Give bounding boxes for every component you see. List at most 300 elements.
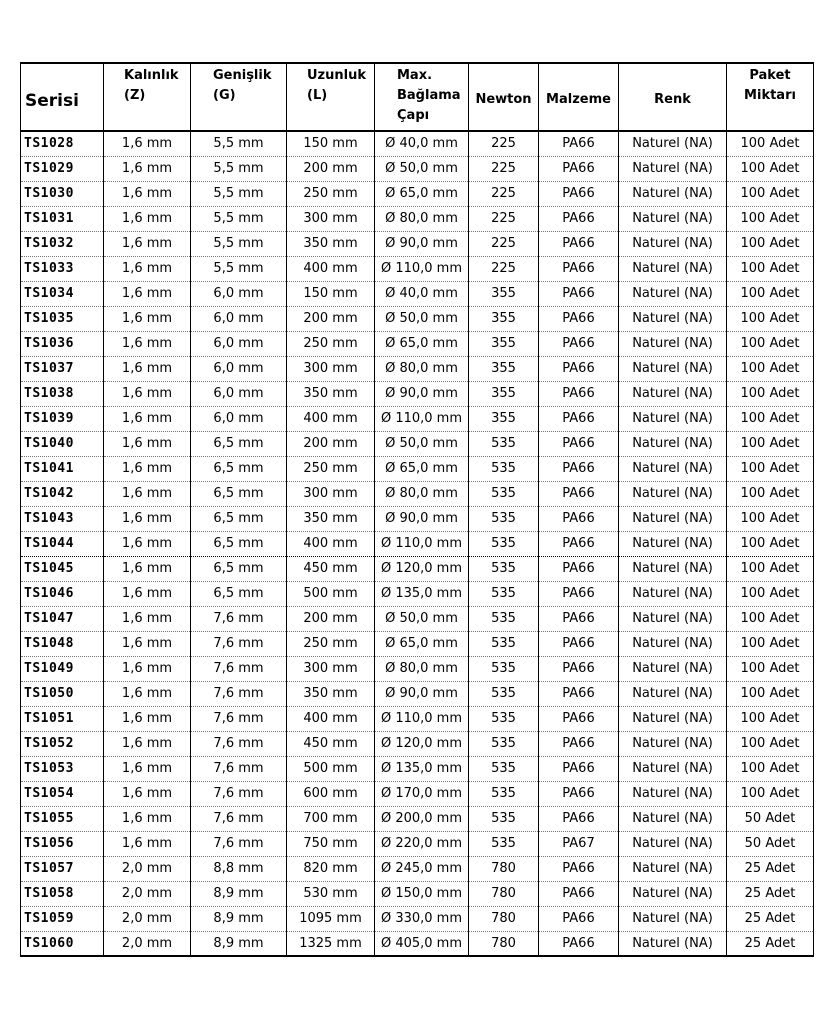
cell-kalinlik: 2,0 mm <box>104 881 191 906</box>
cell-newton: 535 <box>469 731 539 756</box>
cell-newton: 535 <box>469 431 539 456</box>
cell-newton: 535 <box>469 656 539 681</box>
table-row <box>21 806 814 831</box>
cell-baglama-capi: Ø 80,0 mm <box>375 656 469 681</box>
cell-kalinlik: 1,6 mm <box>104 706 191 731</box>
table-row <box>21 131 814 156</box>
cell-serisi: TS1053 <box>21 756 104 781</box>
cell-renk: Naturel (NA) <box>619 581 727 606</box>
header-genislik-line1: Genişlik <box>213 68 272 83</box>
cell-malzeme: PA66 <box>539 606 619 631</box>
table-row <box>21 531 814 556</box>
cell-renk: Naturel (NA) <box>619 231 727 256</box>
cell-uzunluk: 200 mm <box>287 606 375 631</box>
cell-newton: 225 <box>469 231 539 256</box>
cell-baglama-capi: Ø 80,0 mm <box>375 356 469 381</box>
cell-renk: Naturel (NA) <box>619 531 727 556</box>
cell-malzeme: PA66 <box>539 681 619 706</box>
cell-renk: Naturel (NA) <box>619 756 727 781</box>
cell-newton: 535 <box>469 681 539 706</box>
cell-uzunluk: 300 mm <box>287 481 375 506</box>
cell-kalinlik: 1,6 mm <box>104 231 191 256</box>
cell-serisi: TS1048 <box>21 631 104 656</box>
table-row <box>21 431 814 456</box>
cell-malzeme: PA66 <box>539 281 619 306</box>
cell-genislik: 7,6 mm <box>191 756 287 781</box>
cell-serisi: TS1058 <box>21 881 104 906</box>
cell-baglama-capi: Ø 80,0 mm <box>375 481 469 506</box>
cell-genislik: 8,8 mm <box>191 856 287 881</box>
cell-newton: 780 <box>469 881 539 906</box>
cell-kalinlik: 1,6 mm <box>104 156 191 181</box>
cell-newton: 535 <box>469 631 539 656</box>
cell-paket-miktari: 100 Adet <box>727 656 814 681</box>
table-row <box>21 306 814 331</box>
cell-genislik: 7,6 mm <box>191 781 287 806</box>
cell-paket-miktari: 100 Adet <box>727 431 814 456</box>
cell-newton: 535 <box>469 581 539 606</box>
table-row <box>21 656 814 681</box>
cell-malzeme: PA66 <box>539 356 619 381</box>
cell-kalinlik: 1,6 mm <box>104 506 191 531</box>
cell-newton: 535 <box>469 456 539 481</box>
header-malzeme: Malzeme <box>539 63 619 131</box>
cell-newton: 535 <box>469 506 539 531</box>
cell-renk: Naturel (NA) <box>619 931 727 956</box>
cell-malzeme: PA66 <box>539 556 619 581</box>
table-row <box>21 731 814 756</box>
cell-malzeme: PA66 <box>539 331 619 356</box>
cell-serisi: TS1049 <box>21 656 104 681</box>
cell-uzunluk: 150 mm <box>287 281 375 306</box>
cell-genislik: 7,6 mm <box>191 831 287 856</box>
cell-kalinlik: 2,0 mm <box>104 931 191 956</box>
cell-baglama-capi: Ø 50,0 mm <box>375 156 469 181</box>
cell-baglama-capi: Ø 245,0 mm <box>375 856 469 881</box>
cell-genislik: 6,5 mm <box>191 431 287 456</box>
cell-renk: Naturel (NA) <box>619 831 727 856</box>
cell-kalinlik: 1,6 mm <box>104 656 191 681</box>
cell-newton: 355 <box>469 381 539 406</box>
cell-genislik: 6,0 mm <box>191 381 287 406</box>
header-baglama-line1: Max. <box>397 68 433 83</box>
cell-kalinlik: 1,6 mm <box>104 131 191 156</box>
cell-renk: Naturel (NA) <box>619 406 727 431</box>
table-row <box>21 181 814 206</box>
cell-newton: 225 <box>469 156 539 181</box>
cell-paket-miktari: 100 Adet <box>727 756 814 781</box>
cell-malzeme: PA66 <box>539 481 619 506</box>
cell-uzunluk: 750 mm <box>287 831 375 856</box>
cell-malzeme: PA66 <box>539 381 619 406</box>
cell-renk: Naturel (NA) <box>619 881 727 906</box>
cell-paket-miktari: 100 Adet <box>727 681 814 706</box>
header-serisi: Serisi <box>21 63 104 131</box>
cell-paket-miktari: 25 Adet <box>727 906 814 931</box>
cell-paket-miktari: 100 Adet <box>727 456 814 481</box>
cell-kalinlik: 1,6 mm <box>104 431 191 456</box>
cell-renk: Naturel (NA) <box>619 906 727 931</box>
cell-newton: 225 <box>469 206 539 231</box>
cell-uzunluk: 400 mm <box>287 531 375 556</box>
table-row <box>21 831 814 856</box>
cell-serisi: TS1051 <box>21 706 104 731</box>
cell-renk: Naturel (NA) <box>619 306 727 331</box>
table-row <box>21 631 814 656</box>
cell-uzunluk: 350 mm <box>287 231 375 256</box>
header-paket-line1: Paket <box>749 68 791 83</box>
cell-baglama-capi: Ø 110,0 mm <box>375 706 469 731</box>
header-genislik-line2: (G) <box>213 88 236 103</box>
cell-kalinlik: 1,6 mm <box>104 306 191 331</box>
cell-renk: Naturel (NA) <box>619 681 727 706</box>
cell-malzeme: PA66 <box>539 131 619 156</box>
cell-paket-miktari: 25 Adet <box>727 931 814 956</box>
cell-paket-miktari: 100 Adet <box>727 156 814 181</box>
cell-renk: Naturel (NA) <box>619 381 727 406</box>
cell-paket-miktari: 50 Adet <box>727 831 814 856</box>
cell-newton: 355 <box>469 331 539 356</box>
table-row <box>21 256 814 281</box>
cell-newton: 535 <box>469 781 539 806</box>
cell-baglama-capi: Ø 50,0 mm <box>375 606 469 631</box>
cell-kalinlik: 1,6 mm <box>104 606 191 631</box>
table-row <box>21 156 814 181</box>
cell-uzunluk: 400 mm <box>287 256 375 281</box>
cell-paket-miktari: 100 Adet <box>727 356 814 381</box>
cell-newton: 535 <box>469 556 539 581</box>
cell-uzunluk: 820 mm <box>287 856 375 881</box>
cell-genislik: 7,6 mm <box>191 656 287 681</box>
cell-kalinlik: 1,6 mm <box>104 331 191 356</box>
cell-malzeme: PA66 <box>539 756 619 781</box>
cell-newton: 535 <box>469 531 539 556</box>
cell-newton: 780 <box>469 906 539 931</box>
cell-kalinlik: 1,6 mm <box>104 256 191 281</box>
cell-serisi: TS1040 <box>21 431 104 456</box>
cell-genislik: 6,0 mm <box>191 356 287 381</box>
cell-kalinlik: 1,6 mm <box>104 281 191 306</box>
product-table <box>20 62 814 957</box>
header-row <box>21 63 814 131</box>
cell-paket-miktari: 25 Adet <box>727 856 814 881</box>
cell-kalinlik: 2,0 mm <box>104 856 191 881</box>
cell-baglama-capi: Ø 90,0 mm <box>375 381 469 406</box>
cell-genislik: 6,5 mm <box>191 506 287 531</box>
cell-serisi: TS1057 <box>21 856 104 881</box>
cell-serisi: TS1034 <box>21 281 104 306</box>
cell-newton: 355 <box>469 306 539 331</box>
cell-renk: Naturel (NA) <box>619 506 727 531</box>
cell-paket-miktari: 100 Adet <box>727 281 814 306</box>
table-row <box>21 756 814 781</box>
cell-uzunluk: 300 mm <box>287 656 375 681</box>
cell-genislik: 5,5 mm <box>191 156 287 181</box>
table-body <box>21 131 814 956</box>
table-row <box>21 581 814 606</box>
cell-genislik: 7,6 mm <box>191 706 287 731</box>
cell-serisi: TS1032 <box>21 231 104 256</box>
cell-malzeme: PA66 <box>539 181 619 206</box>
cell-genislik: 5,5 mm <box>191 256 287 281</box>
cell-baglama-capi: Ø 65,0 mm <box>375 456 469 481</box>
cell-uzunluk: 250 mm <box>287 331 375 356</box>
cell-malzeme: PA66 <box>539 656 619 681</box>
cell-uzunluk: 500 mm <box>287 581 375 606</box>
cell-renk: Naturel (NA) <box>619 206 727 231</box>
cell-renk: Naturel (NA) <box>619 356 727 381</box>
cell-paket-miktari: 50 Adet <box>727 806 814 831</box>
cell-renk: Naturel (NA) <box>619 481 727 506</box>
cell-baglama-capi: Ø 150,0 mm <box>375 881 469 906</box>
cell-genislik: 7,6 mm <box>191 631 287 656</box>
cell-genislik: 6,5 mm <box>191 456 287 481</box>
cell-kalinlik: 1,6 mm <box>104 831 191 856</box>
cell-baglama-capi: Ø 170,0 mm <box>375 781 469 806</box>
table-row <box>21 481 814 506</box>
cell-uzunluk: 1095 mm <box>287 906 375 931</box>
cell-serisi: TS1047 <box>21 606 104 631</box>
cell-serisi: TS1038 <box>21 381 104 406</box>
cell-uzunluk: 350 mm <box>287 381 375 406</box>
cell-malzeme: PA66 <box>539 231 619 256</box>
cell-serisi: TS1052 <box>21 731 104 756</box>
cell-uzunluk: 450 mm <box>287 556 375 581</box>
cell-genislik: 7,6 mm <box>191 806 287 831</box>
cell-genislik: 6,0 mm <box>191 281 287 306</box>
cell-serisi: TS1033 <box>21 256 104 281</box>
header-kalinlik <box>104 63 191 131</box>
cell-uzunluk: 200 mm <box>287 156 375 181</box>
cell-paket-miktari: 100 Adet <box>727 531 814 556</box>
cell-malzeme: PA66 <box>539 706 619 731</box>
table-row <box>21 681 814 706</box>
cell-paket-miktari: 100 Adet <box>727 306 814 331</box>
cell-paket-miktari: 100 Adet <box>727 731 814 756</box>
cell-renk: Naturel (NA) <box>619 606 727 631</box>
cell-renk: Naturel (NA) <box>619 181 727 206</box>
cell-paket-miktari: 100 Adet <box>727 556 814 581</box>
cell-paket-miktari: 100 Adet <box>727 781 814 806</box>
cell-malzeme: PA66 <box>539 431 619 456</box>
table-row <box>21 906 814 931</box>
cell-genislik: 6,0 mm <box>191 406 287 431</box>
cell-paket-miktari: 25 Adet <box>727 881 814 906</box>
cell-newton: 225 <box>469 131 539 156</box>
cell-newton: 535 <box>469 756 539 781</box>
cell-renk: Naturel (NA) <box>619 781 727 806</box>
cell-malzeme: PA66 <box>539 456 619 481</box>
cell-paket-miktari: 100 Adet <box>727 381 814 406</box>
cell-renk: Naturel (NA) <box>619 456 727 481</box>
cell-kalinlik: 1,6 mm <box>104 731 191 756</box>
cell-baglama-capi: Ø 90,0 mm <box>375 681 469 706</box>
table-row <box>21 331 814 356</box>
cell-malzeme: PA66 <box>539 731 619 756</box>
table-row <box>21 406 814 431</box>
cell-uzunluk: 300 mm <box>287 356 375 381</box>
header-uzunluk-line1: Uzunluk <box>307 68 366 83</box>
cell-kalinlik: 2,0 mm <box>104 906 191 931</box>
cell-baglama-capi: Ø 90,0 mm <box>375 231 469 256</box>
cell-newton: 535 <box>469 806 539 831</box>
cell-baglama-capi: Ø 90,0 mm <box>375 506 469 531</box>
cell-malzeme: PA66 <box>539 931 619 956</box>
cell-malzeme: PA66 <box>539 531 619 556</box>
cell-kalinlik: 1,6 mm <box>104 531 191 556</box>
cell-malzeme: PA66 <box>539 206 619 231</box>
cell-baglama-capi: Ø 135,0 mm <box>375 581 469 606</box>
cell-newton: 225 <box>469 181 539 206</box>
cell-renk: Naturel (NA) <box>619 256 727 281</box>
cell-paket-miktari: 100 Adet <box>727 581 814 606</box>
cell-serisi: TS1035 <box>21 306 104 331</box>
cell-genislik: 7,6 mm <box>191 606 287 631</box>
cell-uzunluk: 600 mm <box>287 781 375 806</box>
cell-malzeme: PA66 <box>539 506 619 531</box>
cell-serisi: TS1050 <box>21 681 104 706</box>
header-baglama-line3: Çapı <box>397 108 430 123</box>
cell-malzeme: PA66 <box>539 881 619 906</box>
cell-genislik: 7,6 mm <box>191 731 287 756</box>
table-row <box>21 781 814 806</box>
cell-renk: Naturel (NA) <box>619 806 727 831</box>
cell-uzunluk: 250 mm <box>287 181 375 206</box>
cell-genislik: 5,5 mm <box>191 181 287 206</box>
cell-renk: Naturel (NA) <box>619 656 727 681</box>
cell-kalinlik: 1,6 mm <box>104 381 191 406</box>
cell-genislik: 5,5 mm <box>191 231 287 256</box>
cell-serisi: TS1036 <box>21 331 104 356</box>
table-row <box>21 506 814 531</box>
table-row <box>21 356 814 381</box>
cell-serisi: TS1059 <box>21 906 104 931</box>
cell-uzunluk: 1325 mm <box>287 931 375 956</box>
cell-uzunluk: 500 mm <box>287 756 375 781</box>
cell-uzunluk: 400 mm <box>287 706 375 731</box>
cell-serisi: TS1056 <box>21 831 104 856</box>
cell-kalinlik: 1,6 mm <box>104 481 191 506</box>
header-newton: Newton <box>469 63 539 131</box>
cell-paket-miktari: 100 Adet <box>727 606 814 631</box>
cell-uzunluk: 200 mm <box>287 431 375 456</box>
cell-baglama-capi: Ø 135,0 mm <box>375 756 469 781</box>
cell-baglama-capi: Ø 65,0 mm <box>375 181 469 206</box>
cell-renk: Naturel (NA) <box>619 706 727 731</box>
table-row <box>21 606 814 631</box>
cell-kalinlik: 1,6 mm <box>104 806 191 831</box>
cell-paket-miktari: 100 Adet <box>727 181 814 206</box>
cell-serisi: TS1037 <box>21 356 104 381</box>
cell-baglama-capi: Ø 330,0 mm <box>375 906 469 931</box>
cell-newton: 535 <box>469 706 539 731</box>
cell-renk: Naturel (NA) <box>619 156 727 181</box>
cell-malzeme: PA67 <box>539 831 619 856</box>
cell-malzeme: PA66 <box>539 256 619 281</box>
cell-malzeme: PA66 <box>539 631 619 656</box>
table-row <box>21 231 814 256</box>
cell-genislik: 5,5 mm <box>191 131 287 156</box>
cell-newton: 535 <box>469 831 539 856</box>
cell-kalinlik: 1,6 mm <box>104 756 191 781</box>
cell-malzeme: PA66 <box>539 406 619 431</box>
cell-baglama-capi: Ø 200,0 mm <box>375 806 469 831</box>
table-row <box>21 931 814 956</box>
header-renk: Renk <box>619 63 727 131</box>
cell-malzeme: PA66 <box>539 306 619 331</box>
table-row <box>21 206 814 231</box>
cell-paket-miktari: 100 Adet <box>727 231 814 256</box>
header-uzunluk-line2: (L) <box>307 88 328 103</box>
cell-paket-miktari: 100 Adet <box>727 406 814 431</box>
cell-uzunluk: 700 mm <box>287 806 375 831</box>
cell-genislik: 6,5 mm <box>191 556 287 581</box>
cell-genislik: 6,0 mm <box>191 306 287 331</box>
cell-paket-miktari: 100 Adet <box>727 706 814 731</box>
header-kalinlik-line1: Kalınlık <box>124 68 179 83</box>
cell-serisi: TS1043 <box>21 506 104 531</box>
cell-uzunluk: 300 mm <box>287 206 375 231</box>
cell-renk: Naturel (NA) <box>619 431 727 456</box>
cell-baglama-capi: Ø 40,0 mm <box>375 281 469 306</box>
cell-baglama-capi: Ø 110,0 mm <box>375 406 469 431</box>
cell-kalinlik: 1,6 mm <box>104 781 191 806</box>
cell-genislik: 5,5 mm <box>191 206 287 231</box>
cell-serisi: TS1044 <box>21 531 104 556</box>
cell-baglama-capi: Ø 120,0 mm <box>375 731 469 756</box>
cell-kalinlik: 1,6 mm <box>104 681 191 706</box>
table-row <box>21 706 814 731</box>
table-row <box>21 281 814 306</box>
cell-genislik: 7,6 mm <box>191 681 287 706</box>
cell-uzunluk: 400 mm <box>287 406 375 431</box>
cell-uzunluk: 350 mm <box>287 506 375 531</box>
cell-malzeme: PA66 <box>539 781 619 806</box>
cell-paket-miktari: 100 Adet <box>727 256 814 281</box>
cell-uzunluk: 250 mm <box>287 456 375 481</box>
cell-kalinlik: 1,6 mm <box>104 206 191 231</box>
cell-uzunluk: 200 mm <box>287 306 375 331</box>
cell-kalinlik: 1,6 mm <box>104 631 191 656</box>
cell-kalinlik: 1,6 mm <box>104 406 191 431</box>
cell-renk: Naturel (NA) <box>619 731 727 756</box>
cell-paket-miktari: 100 Adet <box>727 131 814 156</box>
cell-newton: 355 <box>469 406 539 431</box>
cell-paket-miktari: 100 Adet <box>727 206 814 231</box>
cell-kalinlik: 1,6 mm <box>104 181 191 206</box>
cell-genislik: 6,5 mm <box>191 531 287 556</box>
cell-genislik: 6,5 mm <box>191 481 287 506</box>
cell-uzunluk: 450 mm <box>287 731 375 756</box>
cell-serisi: TS1028 <box>21 131 104 156</box>
cell-genislik: 6,0 mm <box>191 331 287 356</box>
header-baglama <box>375 63 469 131</box>
cell-uzunluk: 150 mm <box>287 131 375 156</box>
cell-newton: 535 <box>469 606 539 631</box>
cell-genislik: 8,9 mm <box>191 906 287 931</box>
cell-serisi: TS1039 <box>21 406 104 431</box>
cell-uzunluk: 250 mm <box>287 631 375 656</box>
cell-renk: Naturel (NA) <box>619 856 727 881</box>
table-row <box>21 381 814 406</box>
header-uzunluk <box>287 63 375 131</box>
table-row <box>21 456 814 481</box>
cell-baglama-capi: Ø 50,0 mm <box>375 306 469 331</box>
cell-serisi: TS1041 <box>21 456 104 481</box>
cell-kalinlik: 1,6 mm <box>104 456 191 481</box>
cell-newton: 780 <box>469 931 539 956</box>
cell-uzunluk: 530 mm <box>287 881 375 906</box>
